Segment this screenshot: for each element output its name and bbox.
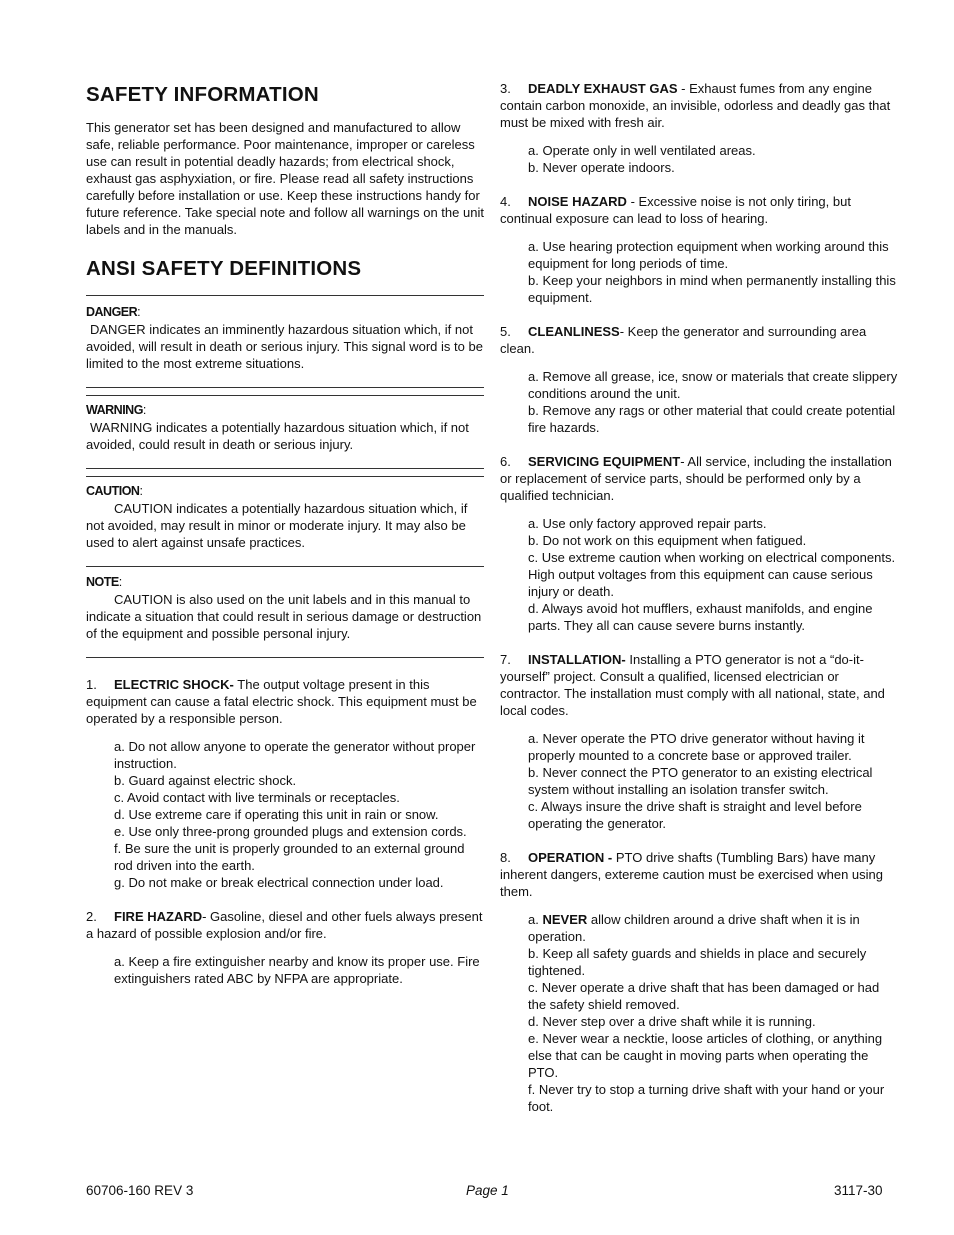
list-item: f. Be sure the unit is properly grounded to an external ground rod driven into the earth. — [114, 841, 465, 873]
list-prefix: a. — [528, 912, 543, 927]
list-item: c. Never operate a drive shaft that has been damaged or had the safety shield removed. — [528, 980, 880, 1012]
item-number: 1. — [86, 677, 97, 692]
sub-list — [528, 238, 898, 306]
item-text: Installing a PTO generator is not a “do-it-yourself” project. Consult a qualified, licensed electrician or contractor. The installation must comply with all national, state, and local codes. — [500, 652, 885, 718]
sub-list — [528, 142, 898, 176]
item-title: NOISE HAZARD — [528, 194, 627, 209]
item-number: 2. — [86, 909, 97, 924]
item-text: - Excessive noise is not only tiring, but continual exposure can lead to loss of hearing. — [500, 194, 851, 226]
warning-definition: WARNING: WARNING indicates a potentially hazardous situation which, if not avoided, could result in death or serious injury. — [86, 402, 484, 453]
list-item: a. Do not allow anyone to operate the generator without proper instruction. — [114, 739, 476, 771]
item-servicing-equipment — [500, 453, 898, 634]
item-noise-hazard — [500, 193, 898, 306]
list-item: a. Never operate the PTO drive generator without having it properly mounted to a concrete base or approved trailer. — [528, 731, 865, 763]
list-item: c. Always insure the drive shaft is straight and level before operating the generator. — [528, 799, 862, 831]
list-item: e. Use only three-prong grounded plugs and extension cords. — [114, 824, 467, 839]
divider — [86, 476, 484, 477]
safety-information-heading: SAFETY INFORMATION — [86, 83, 319, 106]
item-cleanliness — [500, 323, 898, 436]
list-text: allow children around a drive shaft when it is in operation. — [528, 912, 860, 944]
danger-text: DANGER indicates an imminently hazardous situation which, if not avoided, will result in death or serious injury. This signal word is to be limited to the most extreme situations. — [86, 322, 483, 371]
list-item: d. Never step over a drive shaft while it is running. — [528, 1014, 816, 1029]
list-item: b. Keep all safety guards and shields in place and securely tightened. — [528, 946, 867, 978]
emphasis-never: NEVER — [542, 912, 588, 927]
item-installation — [500, 651, 898, 832]
list-item: a. Remove all grease, ice, snow or materials that create slippery conditions around the unit. — [528, 369, 898, 401]
item-title: FIRE HAZARD — [114, 909, 203, 924]
divider — [86, 657, 484, 658]
list-item: e. Never wear a necktie, loose articles of clothing, or anything else that can be caught in moving parts when operating the PTO. — [528, 1031, 883, 1080]
document-code: 3117-30 — [834, 1183, 883, 1198]
item-text: PTO drive shafts (Tumbling Bars) have many inherent dangers, extereme caution must be exercised when using them. — [500, 850, 883, 899]
list-item: c. Use extreme caution when working on electrical components. High output voltages from this equipment can cause serious injury or death. — [528, 550, 896, 599]
item-number: 5. — [500, 324, 511, 339]
caution-definition: CAUTION: CAUTION indicates a potentially hazardous situation which, if not avoided, may result in minor or moderate injury. It may also be used to alert against unsafe practices. — [86, 483, 484, 551]
page-number: Page 1 — [466, 1183, 509, 1198]
list-item: d. Use extreme care if operating this unit in rain or snow. — [114, 807, 439, 822]
list-item: c. Avoid contact with live terminals or receptacles. — [114, 790, 400, 805]
sub-list — [528, 911, 898, 1115]
list-item: b. Never operate indoors. — [528, 160, 675, 175]
sub-list — [114, 738, 484, 891]
item-operation — [500, 849, 898, 1115]
danger-definition: DANGER: DANGER indicates an imminently hazardous situation which, if not avoided, will result in death or serious injury. This signal word is to be limited to the most extreme situations. — [86, 305, 483, 371]
document-number: 60706-160 REV 3 — [86, 1183, 194, 1198]
list-item — [528, 911, 898, 945]
note-definition: NOTE: CAUTION is also used on the unit labels and in this manual to indicate a situation that could result in serious damage or destruction of the equipment and possible personal injury. — [86, 574, 484, 642]
item-deadly-exhaust-gas — [500, 80, 898, 176]
warning-text: WARNING indicates a potentially hazardous situation which, if not avoided, could result in death or serious injury. — [86, 420, 469, 452]
sub-list — [528, 368, 898, 436]
list-item: d. Always avoid hot mufflers, exhaust manifolds, and engine parts. They all can cause severe burns instantly. — [528, 601, 873, 633]
item-title: OPERATION - — [528, 850, 613, 865]
item-text: - Keep the generator and surrounding area clean. — [500, 324, 867, 356]
left-column — [86, 80, 484, 987]
list-item: b. Keep your neighbors in mind when permanently installing this equipment. — [528, 273, 896, 305]
item-title: CLEANLINESS — [528, 324, 620, 339]
item-text: The output voltage present in this equipment can cause a fatal electric shock. This equipment must be operated by a responsible person. — [86, 677, 477, 726]
list-item: a. Operate only in well ventilated areas. — [528, 143, 756, 158]
divider — [86, 566, 484, 567]
list-item: b. Do not work on this equipment when fatigued. — [528, 533, 807, 548]
caution-label: CAUTION — [86, 484, 140, 498]
note-label: NOTE — [86, 575, 119, 589]
item-text: - Gasoline, diesel and other fuels always present a hazard of possible explosion and/or fire. — [86, 909, 483, 941]
sub-list — [114, 953, 484, 987]
list-item: b. Remove any rags or other material that could create potential fire hazards. — [528, 403, 896, 435]
note-text: CAUTION is also used on the unit labels and in this manual to indicate a situation that could result in serious damage or destruction of the equipment and possible personal injury. — [86, 592, 482, 641]
danger-label: DANGER — [86, 305, 138, 319]
divider — [86, 468, 484, 469]
divider — [86, 295, 484, 296]
list-item: a. Use only factory approved repair parts. — [528, 516, 767, 531]
item-number: 8. — [500, 850, 511, 865]
item-electric-shock — [86, 676, 484, 891]
list-item: f. Never try to stop a turning drive shaft with your hand or your foot. — [528, 1082, 885, 1114]
list-item: b. Guard against electric shock. — [114, 773, 297, 788]
item-title: ELECTRIC SHOCK- — [114, 677, 234, 692]
divider — [86, 387, 484, 388]
item-title: INSTALLATION- — [528, 652, 626, 667]
item-title: DEADLY EXHAUST GAS — [528, 81, 678, 96]
sub-list — [528, 515, 898, 634]
intro-paragraph: This generator set has been designed and manufactured to allow safe, reliable performance. Poor maintenance, improper or careless use can result in potential deadly hazards; from electrical shock, exhaust gas asphyxiation, or fire. Please read all safety instructions carefully before installation or use. Keep these instructions handy for future reference. Take special note and follow all warnings on the unit labels and in the manuals. — [86, 120, 484, 237]
warning-label: WARNING — [86, 403, 143, 417]
list-item: a. Keep a fire extinguisher nearby and know its proper use. Fire extinguishers rated ABC by NFPA are appropriate. — [114, 954, 480, 986]
item-number: 3. — [500, 81, 511, 96]
sub-list — [528, 730, 898, 832]
item-fire-hazard — [86, 908, 484, 987]
item-title: SERVICING EQUIPMENT — [528, 454, 681, 469]
caution-text: CAUTION indicates a potentially hazardous situation which, if not avoided, may result in minor or moderate injury. It may also be used to alert against unsafe practices. — [86, 501, 468, 550]
item-number: 6. — [500, 454, 511, 469]
item-text: - All service, including the installation or replacement of service parts, should be performed only by a qualified technician. — [500, 454, 892, 503]
item-text: - Exhaust fumes from any engine contain carbon monoxide, an invisible, odorless and deadly gas that must be mixed with fresh air. — [500, 81, 891, 130]
ansi-definitions-heading: ANSI SAFETY DEFINITIONS — [86, 257, 362, 280]
list-item: a. Use hearing protection equipment when working around this equipment for long periods of time. — [528, 239, 889, 271]
item-number: 7. — [500, 652, 511, 667]
right-column — [500, 80, 898, 1115]
item-number: 4. — [500, 194, 511, 209]
divider — [86, 395, 484, 396]
list-item: b. Never connect the PTO generator to an existing electrical system without installing an isolation transfer switch. — [528, 765, 873, 797]
list-item: g. Do not make or break electrical connection under load. — [114, 875, 444, 890]
